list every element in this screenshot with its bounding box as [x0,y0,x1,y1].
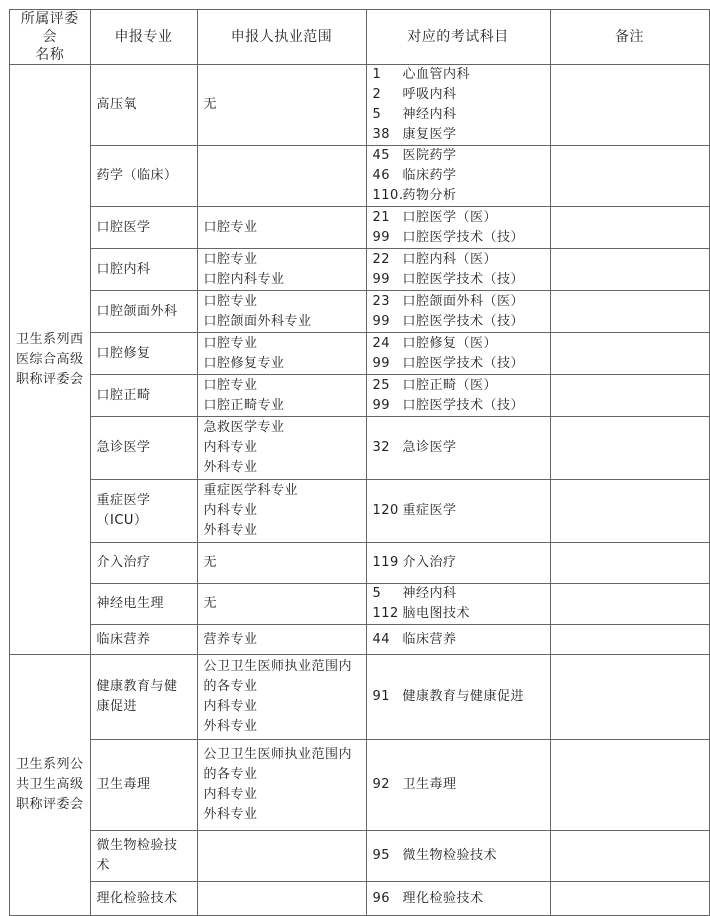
subject-line [373,376,544,396]
subject-code: 99 [372,397,391,413]
subject-line [373,85,544,105]
subject-line [373,186,544,206]
header-scope: 申报人执业范围 [197,10,366,65]
scope-line: 的各专业 [203,767,258,782]
table-row [10,417,710,480]
subject-line [373,146,544,166]
scope-line: 内科专业 [203,699,258,714]
subjects-cell [366,333,550,375]
major-line: 介入治疗 [96,555,151,570]
subject-line [373,166,544,186]
subject-name: 呼吸内科 [402,87,457,102]
scope-cell [197,207,366,249]
scope-line: 内科专业 [203,503,258,518]
subjects-cell [366,655,550,740]
subjects-cell [366,291,550,333]
subject-name: 药物分析 [402,188,457,203]
remark-cell [550,333,709,375]
remark-cell [550,146,709,207]
scope-cell [197,584,366,625]
table-row [10,480,710,543]
scope-line: 无 [203,555,218,570]
major-line: 理化检验技术 [96,890,178,906]
remark-cell [550,740,709,831]
major-line: 高压氧 [96,97,138,112]
major-cell [90,584,197,625]
table-row [10,740,710,831]
committee-line: 卫生系列西 [16,331,84,347]
subject-line [373,775,544,795]
subject-line [373,889,544,909]
table-header [10,10,710,65]
subject-line [373,250,544,270]
subject-code: 92 [372,777,391,792]
table-row [10,831,710,882]
scope-cell [197,882,366,916]
scope-cell [197,65,366,146]
major-cell [90,375,197,417]
major-line: 临床营养 [96,631,151,647]
table-row [10,882,710,916]
subject-name: 临床营养 [402,631,457,647]
subject-line [373,312,544,332]
subject-line [373,270,544,290]
subject-code: 44 [372,631,391,647]
subjects-cell [366,831,550,882]
subject-line [373,292,544,312]
subjects-cell [366,625,550,655]
major-line: （ICU） [96,513,148,528]
table-row [10,207,710,249]
major-cell [90,207,197,249]
table-body [10,65,710,916]
scope-cell [197,333,366,375]
subject-name: 口腔医学技术（技） [402,355,525,371]
committee-line: 医综合高级 [16,351,84,367]
subject-code: 5 [372,586,382,601]
major-cell [90,146,197,207]
subjects-cell [366,249,550,291]
subject-code: 119 [372,555,399,570]
subject-code: 99 [372,313,391,329]
subject-code: 25 [372,377,391,393]
remark-cell [550,625,709,655]
subject-line [373,687,544,707]
subject-code: 5 [372,107,382,122]
remark-cell [550,584,709,625]
scope-line: 无 [203,596,218,611]
committee-cell [10,65,91,655]
remark-cell [550,831,709,882]
subjects-cell [366,417,550,480]
subject-line [373,208,544,228]
subject-name: 口腔医学技术（技） [402,229,525,245]
scope-line: 口腔专业 [203,219,258,235]
table-row [10,333,710,375]
scope-line: 急救医学专业 [203,420,285,435]
subject-line [373,501,544,521]
subject-name: 健康教育与健康促进 [402,689,525,704]
subject-name: 理化检验技术 [402,890,484,906]
scope-line: 外科专业 [203,523,258,538]
table-row [10,625,710,655]
subject-code: 1 [372,67,382,82]
table-row [10,249,710,291]
major-line: 口腔颌面外科 [96,303,178,319]
scope-line: 口腔正畸专业 [203,397,285,413]
major-line: 神经电生理 [96,596,165,611]
scope-line: 公卫卫生医师执业范围内 [203,659,353,674]
remark-cell [550,207,709,249]
subject-code: 95 [372,848,391,863]
subject-name: 急诊医学 [402,440,457,455]
subject-name: 介入治疗 [402,555,457,570]
subject-line [373,354,544,374]
subject-line [373,630,544,650]
subject-line [373,438,544,458]
scope-line: 的各专业 [203,679,258,694]
subject-name: 口腔医学技术（技） [402,271,525,287]
subject-code: 22 [372,251,391,267]
subject-code: 91 [372,689,391,704]
scope-cell [197,375,366,417]
major-cell [90,625,197,655]
subject-name: 脑电图技术 [402,606,471,621]
subject-line [373,604,544,624]
subject-code: 24 [372,335,391,351]
subject-name: 口腔颌面外科（医） [402,293,525,309]
scope-line: 口腔专业 [203,335,258,351]
major-cell [90,655,197,740]
scope-cell [197,417,366,480]
scope-line: 内科专业 [203,787,258,802]
subject-code: 21 [372,209,391,225]
remark-cell [550,655,709,740]
major-cell [90,291,197,333]
subject-code: 120 [372,503,399,518]
scope-cell [197,831,366,882]
subject-code: 112 [372,606,399,621]
scope-cell [197,249,366,291]
scope-line: 口腔专业 [203,251,258,267]
subject-line [373,105,544,125]
major-line: 康促进 [96,699,138,714]
major-line: 微生物检验技 [96,838,178,853]
table-row [10,655,710,740]
subject-code: 45 [372,148,391,163]
subject-name: 口腔医学技术（技） [402,397,525,413]
major-cell [90,65,197,146]
subject-name: 临床药学 [402,168,457,183]
header-subjects: 对应的考试科目 [366,10,550,65]
table-row [10,291,710,333]
major-cell [90,417,197,480]
subject-code: 99 [372,271,391,287]
major-line: 口腔正畸 [96,387,151,403]
scope-line: 外科专业 [203,807,258,822]
major-cell [90,831,197,882]
table-row [10,375,710,417]
table-row [10,146,710,207]
subject-name: 口腔内科（医） [402,251,498,267]
scope-line: 口腔内科专业 [203,271,285,287]
remark-cell [550,480,709,543]
subject-code: 110. [372,188,404,203]
committee-line: 共卫生高级 [16,777,84,792]
scope-line: 无 [203,97,218,112]
major-cell [90,543,197,584]
subject-line [373,65,544,85]
table-row [10,584,710,625]
subject-name: 口腔医学技术（技） [402,313,525,329]
major-line: 术 [96,858,111,873]
subject-name: 口腔正畸（医） [402,377,498,393]
major-cell [90,740,197,831]
major-line: 药学（临床） [96,168,178,183]
remark-cell [550,882,709,916]
subject-line [373,846,544,866]
subjects-cell [366,65,550,146]
major-line: 健康教育与健 [96,679,178,694]
subject-name: 重症医学 [402,503,457,518]
header-major: 申报专业 [90,10,197,65]
subject-line [373,396,544,416]
scope-line: 口腔修复专业 [203,355,285,371]
subject-name: 口腔医学（医） [402,209,498,225]
committee-line: 职称评委会 [16,797,84,812]
major-line: 口腔内科 [96,261,151,277]
major-line: 口腔医学 [96,219,151,235]
major-cell [90,882,197,916]
committee-line: 卫生系列公 [16,757,84,772]
subject-code: 2 [372,87,382,102]
scope-line: 外科专业 [203,460,258,475]
subject-name: 卫生毒理 [402,777,457,792]
major-cell [90,480,197,543]
scope-line: 营养专业 [203,631,258,647]
subject-line [373,584,544,604]
subject-name: 医院药学 [402,148,457,163]
major-cell [90,249,197,291]
remark-cell [550,375,709,417]
major-line: 重症医学 [96,493,151,508]
table-row [10,65,710,146]
subject-name: 心血管内科 [402,67,471,82]
subjects-cell [366,146,550,207]
subject-code: 96 [372,890,391,906]
subject-line [373,334,544,354]
subject-code: 23 [372,293,391,309]
subject-code: 99 [372,355,391,371]
subject-name: 康复医学 [402,127,457,142]
scope-line: 外科专业 [203,719,258,734]
subject-name: 口腔修复（医） [402,335,498,351]
remark-cell [550,417,709,480]
major-cell [90,333,197,375]
scope-line: 重症医学科专业 [203,483,299,498]
subject-name: 微生物检验技术 [402,848,498,863]
subjects-cell [366,207,550,249]
scope-line: 内科专业 [203,440,258,455]
committee-cell [10,655,91,916]
exam-subject-table [9,9,710,916]
subjects-cell [366,882,550,916]
scope-line: 公卫卫生医师执业范围内 [203,747,353,762]
subject-line [373,125,544,145]
scope-line: 口腔专业 [203,293,258,309]
subjects-cell [366,375,550,417]
remark-cell [550,65,709,146]
subjects-cell [366,480,550,543]
scope-cell [197,625,366,655]
scope-cell [197,543,366,584]
scope-line: 口腔颌面外科专业 [203,313,312,329]
subject-name: 神经内科 [402,107,457,122]
subject-code: 99 [372,229,391,245]
committee-line: 职称评委会 [16,371,84,387]
table-row [10,543,710,584]
scope-cell [197,740,366,831]
major-line: 卫生毒理 [96,777,151,792]
scope-line: 口腔专业 [203,377,258,393]
scope-cell [197,146,366,207]
major-line: 急诊医学 [96,440,151,455]
scope-cell [197,291,366,333]
subject-name: 神经内科 [402,586,457,601]
subject-code: 46 [372,168,391,183]
subject-code: 32 [372,440,391,455]
remark-cell [550,291,709,333]
scope-cell [197,655,366,740]
subjects-cell [366,740,550,831]
remark-cell [550,249,709,291]
subject-code: 38 [372,127,391,142]
subjects-cell [366,584,550,625]
subject-line [373,228,544,248]
major-line: 口腔修复 [96,345,151,361]
subject-line [373,553,544,573]
scope-cell [197,480,366,543]
remark-cell [550,543,709,584]
subjects-cell [366,543,550,584]
header-remark: 备注 [550,10,709,65]
header-committee: 所属评委会 名称 [10,10,91,65]
